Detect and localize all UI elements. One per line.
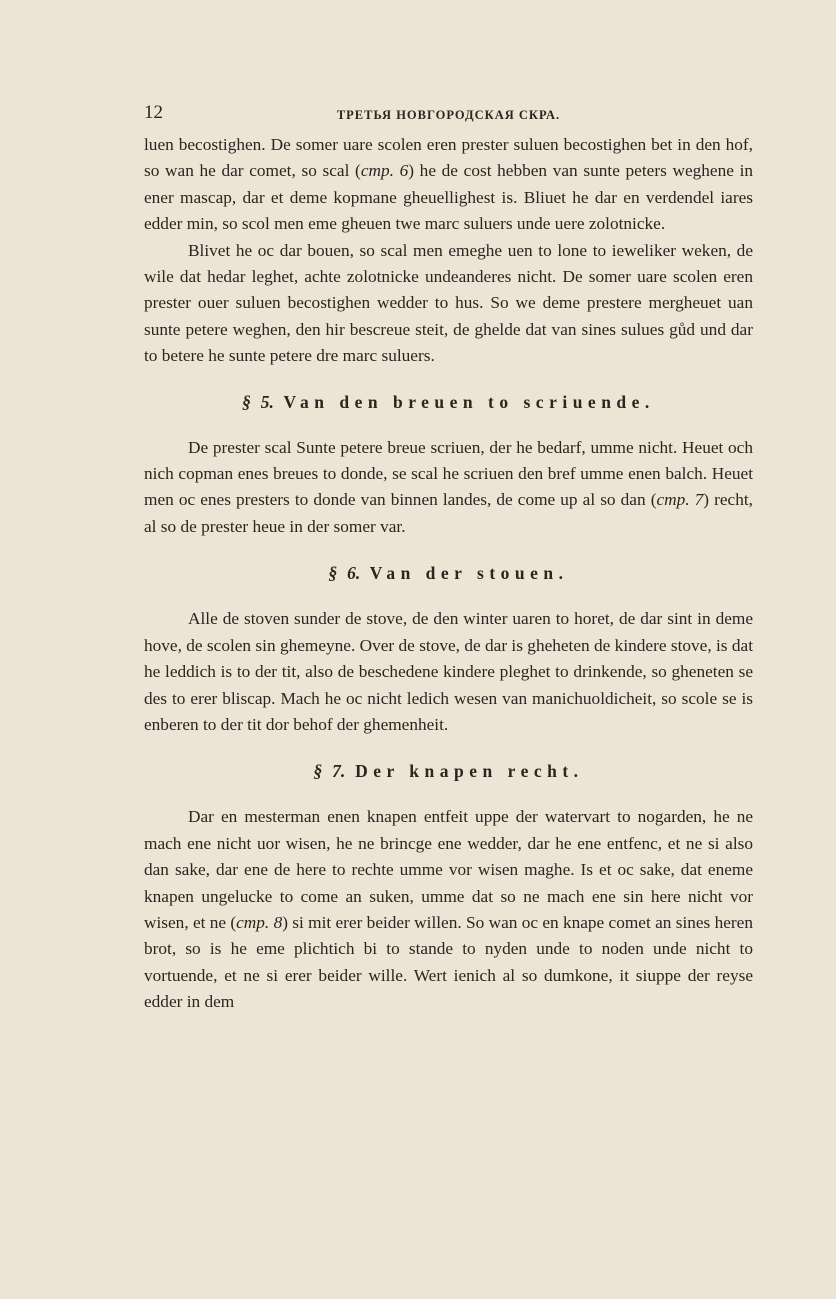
paragraph-5-ref: cmp. 8 bbox=[236, 912, 283, 932]
running-title: ТРЕТЬЯ НОВГОРОДСКАЯ СКРА. bbox=[336, 108, 561, 122]
section-title: Van den breuen to scriuende. bbox=[283, 391, 655, 412]
section-number: 5. bbox=[260, 391, 274, 412]
section-heading-5 bbox=[144, 389, 753, 415]
paragraph-2 bbox=[144, 238, 753, 370]
section-sign: § bbox=[242, 391, 251, 412]
section-sign: § bbox=[328, 563, 338, 584]
paragraph-5-text-b: ) si mit erer beider willen. So wan oc en knape comet an sines heren brot, so is he eme plichtich bi to stande to nyden unde to noden unde nicht to vortuende, et ne si erer beider wille. Wert ienich al so dumkone, it siuppe der reyse edder in dem bbox=[144, 912, 753, 1012]
section-heading-7 bbox=[144, 758, 753, 784]
paragraph-2-text: Blivet he oc dar bouen, so scal men emeghe uen to lone to ieweliker weken, de wile dat hedar leghet, achte zolotnicke undeanderes nicht. De somer uare scolen eren prester ouer suluen becostighen wedder to hus. So we deme prestere mergheuet uan sunte petere weghen, den hir bescreue steit, de ghelde dat van sines sulues gůd und dar to betere he sunte petere dre marc suluers. bbox=[144, 240, 753, 366]
paragraph-1-text-a: luen becostighen. De somer uare scolen eren prester suluen becostighen bet in den hof, so wan he dar comet, so scal ( bbox=[144, 135, 753, 181]
paragraph-3 bbox=[144, 435, 753, 541]
section-heading-6 bbox=[144, 560, 753, 586]
section-number: 6. bbox=[347, 563, 361, 584]
section-title: Der knapen recht. bbox=[355, 761, 584, 782]
paragraph-4 bbox=[144, 606, 753, 738]
document-page bbox=[144, 98, 753, 1016]
paragraph-3-text-b: ) recht, al so de prester heue in der somer var. bbox=[144, 490, 753, 536]
paragraph-1-text-b: ) he de cost hebben van sunte peters weghene in ener mascap, dar et deme kopmane gheuellighest is. Bliuet he dar en verdendel iares edder min, so scol men eme gheuen twe marc suluers unde uere zolotnicke. bbox=[144, 161, 754, 234]
running-header bbox=[144, 98, 753, 128]
paragraph-5-text-a: Dar en mesterman enen knapen entfeit uppe der watervart to nogarden, he ne mach ene nicht uor wisen, he ne brincge ene wedder, dar he ene entfenc, et ne si also dan sake, dar ene de here to rechte umme vor wisen maghe. Is et oc sake, dat eneme knapen ungelucke to come an suken, umme dat so ne mach ene sin here nicht vor wisen, et ne ( bbox=[144, 807, 753, 932]
page-number: 12 bbox=[144, 102, 163, 123]
paragraph-4-text: Alle de stoven sunder de stove, de den winter uaren to horet, de dar sint in deme hove, de scolen sin ghemeyne. Over de stove, de dar is gheheten de kindere stove, is dat he leddich is to der tit, also de beschedene kindere pleghet to drinkende, so gheneten se des to erer bliscap. Mach he oc nicht ledich wesen van manichuoldicheit, so scole se is enberen to der tit dor behof der ghemenheit. bbox=[144, 609, 753, 734]
section-title: Van der stouen. bbox=[369, 563, 569, 584]
paragraph-1 bbox=[144, 132, 753, 238]
paragraph-3-ref: cmp. 7 bbox=[656, 490, 704, 510]
paragraph-5 bbox=[144, 804, 753, 1015]
section-number: 7. bbox=[332, 761, 346, 782]
section-sign: § bbox=[313, 761, 323, 782]
paragraph-3-text-a: De prester scal Sunte petere breue scriuen, der he bedarf, umme nicht. Heuet och nich copman enes breues to donde, se scal he scriuen den bref umme enen balch. Heuet men oc enes presters to donde van binnen landes, de come up al so dan ( bbox=[144, 437, 753, 510]
paragraph-1-ref: cmp. 6 bbox=[360, 161, 409, 181]
